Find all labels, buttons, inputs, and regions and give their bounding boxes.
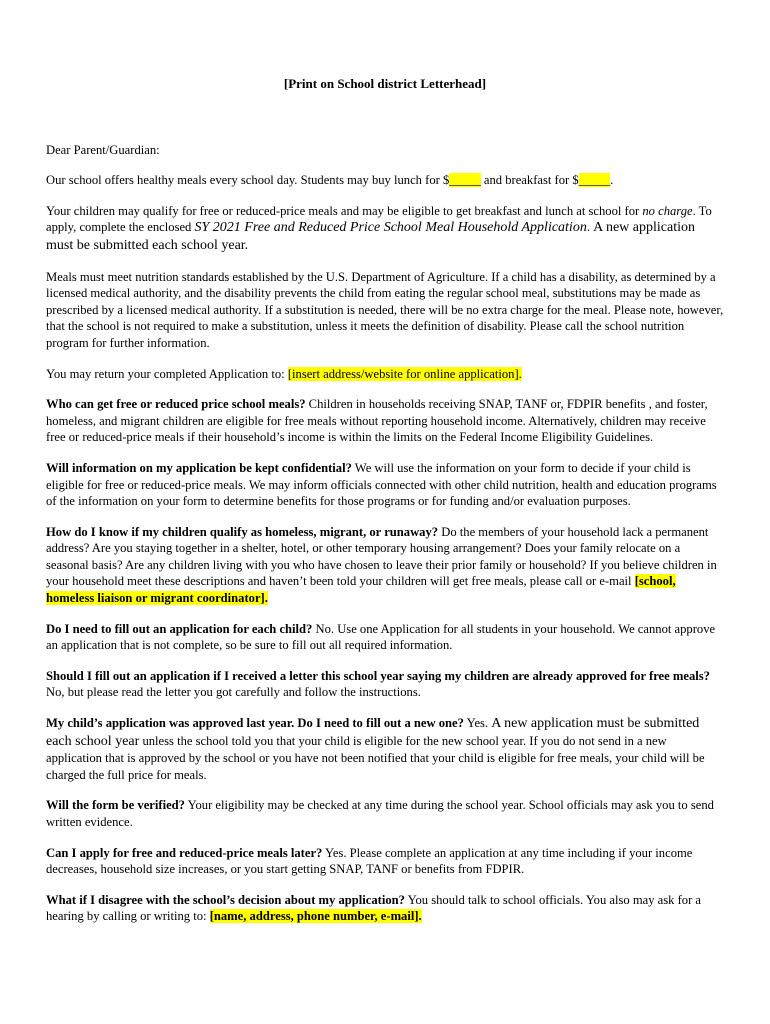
faq-answer: No, but please read the letter you got carefully and follow the instructions. — [46, 685, 421, 700]
faq-homeless — [46, 524, 724, 607]
application-form-name: SY 2021 Free and Reduced Price School Meal Household Application — [194, 220, 587, 236]
qualify-text-a: Your children may qualify for free or reduced-price meals and may be eligible to get breakfast and lunch at school for — [46, 203, 643, 218]
faq-answer: Yes. — [463, 716, 492, 731]
breakfast-price-blank: _____ — [578, 173, 611, 188]
nutrition-standards-paragraph: Meals must meet nutrition standards established by the U.S. Department of Agriculture. If a child has a disability, as determined by a licensed medical authority, and the disability prevents the child from eating the regular school meal, substitutions may be made as prescribed by a licensed medical authority. If a substitution is needed, there will be no extra charge for the meal. Please note, however, that the school is not required to make a substitution, unless it meets the definition of disability. Please call the school nutrition program for further information. — [46, 269, 724, 350]
faq-apply-later — [46, 845, 724, 878]
faq-question: What if I disagree with the school’s decision about my application? — [46, 892, 405, 907]
qualify-paragraph — [46, 203, 724, 255]
faq-who-can-get — [46, 396, 724, 446]
no-charge-text: no charge — [642, 203, 693, 218]
faq-question: My child’s application was approved last year. Do I need to fill out a new one? — [46, 716, 464, 731]
faq-approval-letter — [46, 668, 724, 701]
return-application-paragraph — [46, 366, 724, 383]
faq-confidential — [46, 460, 724, 510]
faq-answer: Your eligibility may be checked at any time during the school year. School officials may ask you to send written evidence. — [46, 798, 714, 829]
faq-question: Will information on my application be kept confidential? — [46, 460, 352, 475]
return-address-placeholder: [insert address/website for online application]. — [287, 366, 522, 381]
return-text: You may return your completed Application to: — [46, 366, 288, 381]
meal-prices-paragraph — [46, 172, 724, 189]
faq-answer: Children in households receiving SNAP, TANF or, FDPIR benefits , and foster, homeless, and migrant children are eligible for free meals without reporting household income. Alternatively, children may receive free or reduced-price meals if their household’s income is within the limits on the Federal Income Eligibility Guidelines. — [46, 397, 708, 445]
salutation: Dear Parent/Guardian: — [46, 142, 160, 157]
prices-text-b: and breakfast for $ — [480, 173, 579, 188]
faq-answer: Do the members of your household lack a permanent address? Are you staying together in a shelter, hotel, or other temporary housing arrangement? Does your family relocate on a seasonal basis? Are any children living with you who have chosen to leave their prior family or household? If you believe children in your household meet these descriptions and haven’t been told your children will get free meals, please call or e-mail — [46, 524, 717, 589]
qualify-text-b: . To apply, complete the enclosed — [46, 203, 712, 235]
faq-answer-emphasis: A new application must be submitted each school year — [46, 716, 700, 749]
faq-verified — [46, 797, 724, 830]
faq-last-year — [46, 715, 724, 783]
qualify-text-c: . — [586, 220, 594, 235]
letterhead-placeholder: [Print on School district Letterhead] — [283, 76, 487, 91]
new-application-notice: A new application must be submitted each school year. — [46, 220, 695, 253]
lunch-price-blank: _____ — [449, 173, 481, 188]
faq-question: Will the form be verified? — [46, 798, 185, 813]
faq-answer: No. Use one Application for all students in your household. We cannot approve an application that is not complete, so be sure to fill out all required information. — [46, 621, 716, 653]
hearing-contact-placeholder: [name, address, phone number, e-mail]. — [209, 909, 422, 924]
faq-question: How do I know if my children qualify as homeless, migrant, or runaway? — [46, 524, 439, 539]
faq-question: Can I apply for free and reduced-price meals later? — [46, 845, 323, 860]
faq-answer-rest: unless the school told you that your child is eligible for the new school year. If you do not send in a new application that is approved by the school or you have not been notified that your child is eligible for free meals, your child will be charged the full price for meals. — [46, 733, 705, 782]
faq-question: Should I fill out an application if I received a letter this school year saying my children are already approved for free meals? — [46, 668, 710, 683]
faq-answer: Yes. Please complete an application at any time including if your income decreases, household size increases, or you start getting SNAP, TANF or benefits from FDPIR. — [46, 845, 693, 877]
faq-answer: We will use the information on your form to decide if your child is eligible for free or reduced-price meals. We may inform officials connected with other child nutrition, health and education programs of the information on your form to determine benefits for those programs or for funding and/or evaluation purposes. — [46, 460, 717, 509]
faq-answer: You should talk to school officials. You also may ask for a hearing by calling or writing to: — [46, 892, 702, 924]
faq-question: Who can get free or reduced price school meals? — [46, 397, 306, 412]
faq-disagree — [46, 892, 724, 925]
prices-text-c: . — [610, 173, 614, 188]
prices-text-a: Our school offers healthy meals every school day. Students may buy lunch for $ — [46, 173, 450, 188]
faq-question: Do I need to fill out an application for each child? — [46, 621, 313, 636]
faq-each-child — [46, 621, 724, 654]
homeless-contact-placeholder: [school, homeless liaison or migrant coordinator]. — [46, 574, 676, 606]
